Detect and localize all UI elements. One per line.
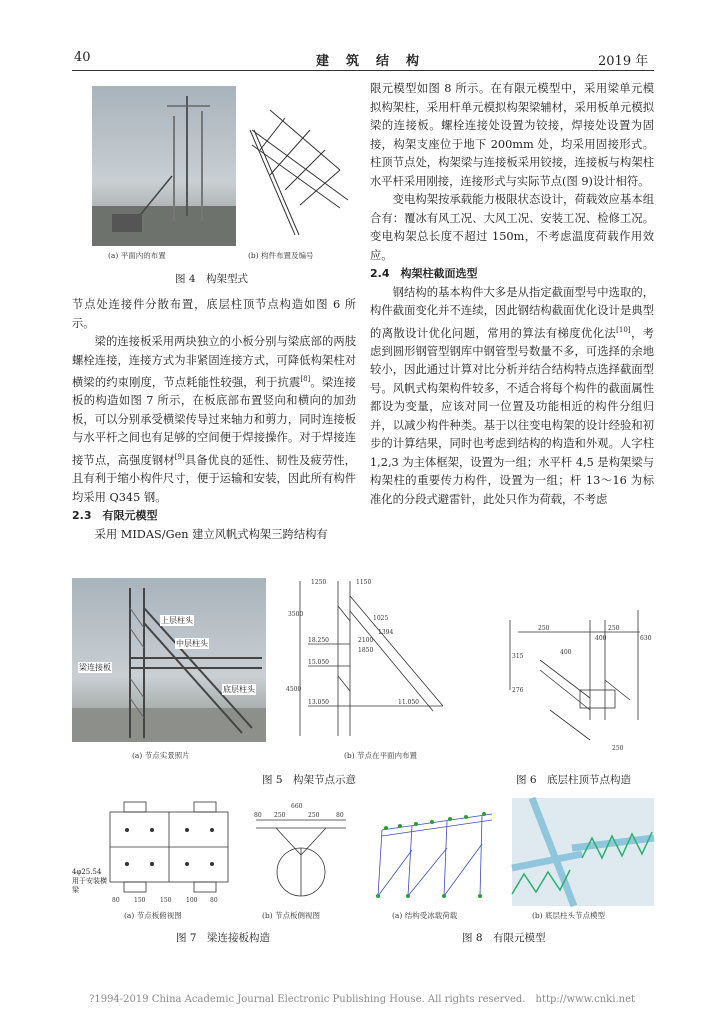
fig5b-drawing — [278, 576, 478, 744]
label-bottom-column-head: 底层柱头 — [223, 685, 255, 694]
fig5b-dim-1850: 1850 — [358, 647, 374, 654]
page-number: 40 — [74, 50, 91, 65]
fig5b-dim-1025: 1025 — [373, 615, 389, 622]
fig7b-dim-250-b: 250 — [308, 812, 320, 819]
fig5b-elev-15050: 15.050 — [308, 659, 329, 666]
fig5-caption: 图 5 构架节点示意 — [262, 774, 357, 786]
fig4a-caption: (a) 平面内的布置 — [108, 251, 166, 260]
fig6-dim-400: 400 — [595, 635, 607, 642]
left-p2: 梁的连接板采用两块独立的小板分别与梁底部的两肢螺栓连接，连接方式为非紧固连接方式，可降低构架柱对横梁的约束刚度，节点耗能性较强，利于抗震[8]。梁连接板的构造如图 7 所示，在板底部布置竖向和横向的加劲板，可以分别承受横梁传导过来轴力和剪力，同时连接板与水平杆之间也有足够的空间便于焊接操作。对于焊接连接节点，高强度钢材[9]具备优良的延性、韧性及疲劳性，且有利于缩小构件尺寸，便于运输和安装，因此所有构件均采用 Q345 钢。 — [72, 335, 356, 504]
copyright-footer: ?1994-2019 China Academic Journal Electronic Publishing House. All rights reserved. http://www.cnki.net — [88, 994, 635, 1005]
fig6-dim-315: 315 — [512, 653, 524, 660]
fig5a-photo — [72, 578, 266, 742]
fig5b-dim-2100: 2100 — [358, 637, 374, 644]
right-p2: 变电构架按承载能力极限状态设计，荷载效应基本组合有：覆冰有风工况、大风工况、安装工况、检修工况。变电构架总长度不超过 150m，不考虑温度荷载作用效应。 — [370, 193, 654, 262]
fig7b-caption: (b) 节点板侧视图 — [262, 911, 321, 920]
left-p1: 节点处连接件分散布置，底层柱顶节点构造如图 6 所示。 — [72, 298, 356, 330]
header-rule — [72, 70, 654, 71]
fig6-caption: 图 6 底层柱顶节点构造 — [516, 774, 632, 786]
label-beam-plate: 梁连接板 — [79, 663, 111, 672]
left-column — [72, 296, 356, 544]
fig5b-elev-13050: 13.050 — [308, 699, 329, 706]
fig6-dim-250-a: 250 — [538, 625, 550, 632]
label-top-column-head: 上层柱头 — [161, 616, 193, 625]
fig4-caption: 图 4 构架型式 — [175, 273, 249, 285]
ref-10: [10] — [616, 325, 631, 334]
right-p3: 钢结构的基本构件大多是从指定截面型号中选取的，构件截面变化并不连续，因此钢结构截面优化设计是典型的离散设计优化问题，常用的算法有梯度优化法[10]，考虑到圆形钢管型钢库中钢管型号数量不多，可选择的余地较小，因此通过计算对比分析并结合结构特点选择截面型号。风帆式构架构件较多，不适合将每个构件的截面属性都设为变量，应该对同一位置及功能相近的构件分组归并，以减少构件种类。基于以往变电构架的设计经验和初步的计算结果，同时也考虑到结构的构造和外观。人字柱 1,2,3 为主体框架，设置为一组；水平杆 4,5 是构架梁与构架柱的重要传力构件，设置为一组；杆 13～16 为标准化的分段式避雷针，此处只作为荷载，不考虑 — [370, 285, 654, 506]
label-mid-column-head: 中层柱头 — [176, 639, 208, 648]
fig5b-dim-1394: 1394 — [378, 629, 394, 636]
ref-9: [9] — [174, 452, 185, 461]
fig5b-dim-1250: 1250 — [311, 579, 327, 586]
journal-title: 建 筑 结 构 — [316, 54, 422, 69]
fig7a-caption: (a) 节点板俯视图 — [124, 911, 182, 920]
fig6-dim-400-b: 400 — [560, 649, 572, 656]
fig6-dim-250-b: 250 — [608, 625, 620, 632]
fig5b-elev-11050: 11.050 — [398, 699, 419, 706]
fig7a-dim-100: 100 — [186, 897, 198, 904]
right-p1: 限元模型如图 8 所示。在有限元模型中，采用梁单元模拟构架柱，采用杆单元模拟构架梁辅材，采用板单元模拟梁的连接板。螺栓连接处设置为铰接，焊接处设置为固接，构架支座位于地下 200mm 处，均采用固接形式。柱顶节点处，构架梁与连接板采用铰接，连接板与构架柱水平杆采用刚接，连接形式与实际节点(图 9)设计相符。 — [370, 82, 654, 188]
fig5b-dim-3500: 3500 — [288, 611, 304, 618]
fig7a-dim-150-b: 150 — [160, 897, 172, 904]
fig8a-model — [372, 800, 500, 906]
fig7a-note: 4φ25.54 用于安装横梁 — [72, 868, 107, 894]
fig7-caption: 图 7 梁连接板构造 — [176, 932, 271, 944]
year: 2019 年 — [598, 54, 649, 69]
fig7b-dim-80-b: 80 — [336, 812, 344, 819]
fig5b-caption: (b) 节点在平面内布置 — [344, 751, 418, 760]
fig7b-dim-660: 660 — [291, 803, 303, 810]
fig7b-dim-80-a: 80 — [254, 812, 262, 819]
fig4b-caption: (b) 构件布置及编号 — [248, 251, 314, 260]
fig5b-elev-18250: 18.250 — [308, 637, 329, 644]
fig5b-dim-1150: 1150 — [356, 579, 372, 586]
fig7a-dim-80-a: 80 — [112, 897, 120, 904]
fig4a-photo — [92, 86, 236, 246]
ref-8: [8] — [300, 375, 311, 383]
fig5b-dim-4500: 4500 — [286, 686, 302, 693]
fig6-drawing — [500, 580, 650, 755]
fig6-dim-630: 630 — [640, 635, 652, 642]
right-column — [370, 80, 654, 509]
fig5a-caption: (a) 节点实景照片 — [132, 751, 190, 760]
fig6-dim-250-c: 250 — [612, 745, 624, 752]
fig4b-diagram — [240, 90, 358, 240]
section-2-4: 2.4 构架柱截面选型 — [370, 267, 478, 280]
fig8-caption: 图 8 有限元模型 — [462, 932, 546, 944]
fig6-dim-276: 276 — [512, 687, 524, 694]
fig7a-dim-80-b: 80 — [210, 897, 218, 904]
fig8a-caption: (a) 结构受冰载荷载 — [392, 911, 458, 920]
section-2-3: 2.3 有限元模型 — [72, 509, 158, 523]
fig7b-dim-250-a: 250 — [274, 812, 286, 819]
fig7b-drawing — [246, 800, 358, 906]
left-p3: 采用 MIDAS/Gen 建立风帆式构架三跨结构有 — [94, 527, 328, 541]
fig8b-model — [512, 798, 654, 906]
fig8b-caption: (b) 底层柱头节点模型 — [532, 911, 606, 920]
fig7a-dim-150-a: 150 — [134, 897, 146, 904]
